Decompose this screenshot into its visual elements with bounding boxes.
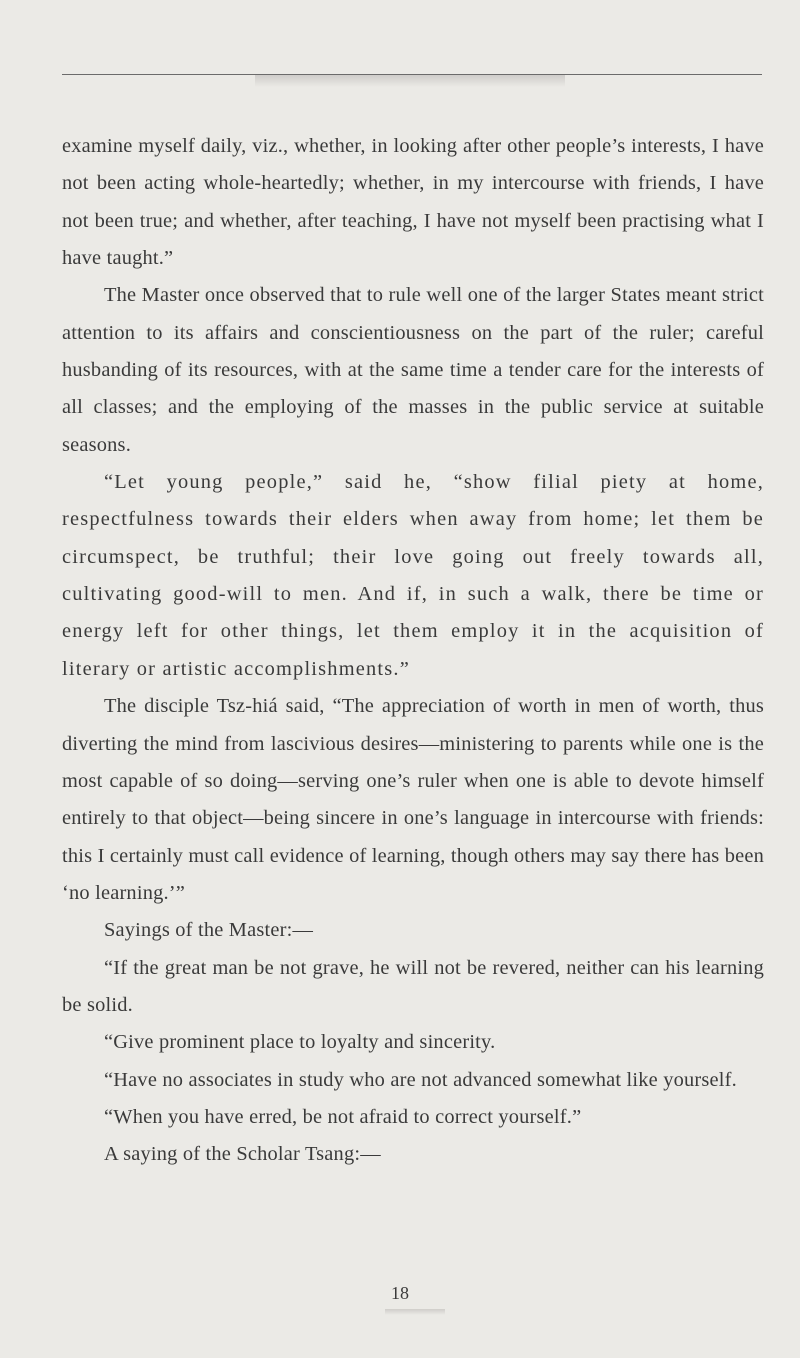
paragraph: The Master once observed that to rule well one of the larger States meant strict attention to its affairs and conscientiousness on the part of the ruler; careful husbanding of its resources, with at the same time a tender care for the interests of all classes; and the employing of the masses in the public service at suitable seasons. — [62, 284, 764, 456]
page-number: 18 — [391, 1283, 409, 1303]
paragraph: “Give prominent place to loyalty and sincerity. — [104, 1031, 496, 1054]
header-rule-shadow — [255, 75, 565, 87]
paragraph: “Let young people,” said he, “show filial piety at home, respectfulness towards their elders when away from home; let them be circumspect, be truthful; their love going out freely towards all, cultivating good-will to men. And if, in such a walk, there be time or energy left for other things, let them employ it in the acquisition of literary or artistic accomplishments.” — [62, 471, 764, 680]
page-number-shadow — [385, 1309, 445, 1315]
paragraph: “Have no associates in study who are not advanced somewhat like yourself. — [104, 1068, 737, 1091]
paragraph: examine myself daily, viz., whether, in looking after other people’s interests, I have not been acting whole-heartedly; whether, in my intercourse with friends, I have not been true; and whether, after teaching, I have not myself been practising what I have taught.” — [62, 135, 764, 270]
paragraph: The disciple Tsz-hiá said, “The appreciation of worth in men of worth, thus diverting the mind from lascivious desires—ministering to parents while one is the most capable of so doing—serving one’s ruler when one is able to devote himself entirely to that object—being sincere in one’s language in intercourse with friends: this I certainly must call evidence of learning, though others may say there has been ‘no learning.’” — [62, 695, 764, 904]
paragraph: A saying of the Scholar Tsang:— — [104, 1143, 381, 1166]
page-body — [62, 128, 764, 1174]
paragraph: Sayings of the Master:— — [104, 919, 314, 942]
paragraph: “If the great man be not grave, he will not be revered, neither can his learning be solid. — [62, 956, 764, 1016]
paragraph: “When you have erred, be not afraid to correct yourself.” — [104, 1105, 582, 1128]
